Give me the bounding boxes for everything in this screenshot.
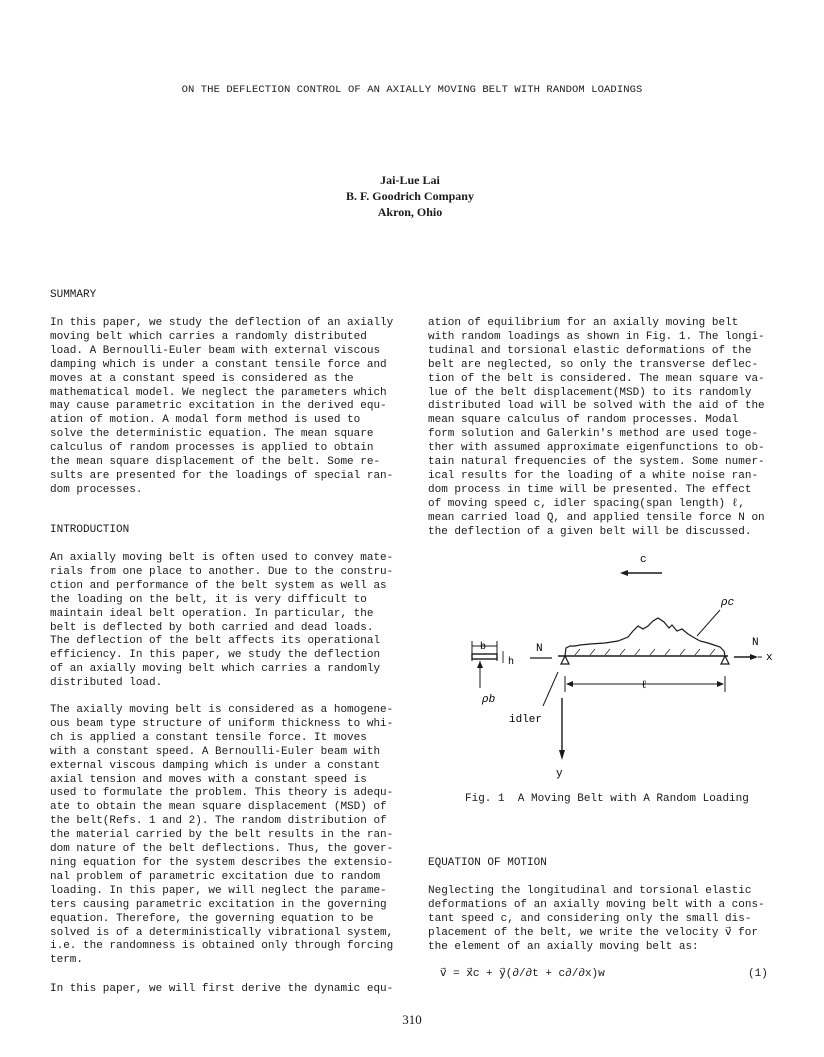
text-line: of an axially moving belt which carries a randomly	[50, 663, 381, 676]
cross-section	[472, 654, 497, 659]
text-line: i.e. the randomness is obtained only through forcing	[50, 940, 394, 953]
text-line: placement of the belt, we write the velocity v⃗ for	[428, 926, 758, 939]
text-line: ation of motion. A modal form method is used to	[50, 414, 361, 427]
text-line: moving belt which carries a randomly distributed	[50, 330, 367, 343]
text-line: Neglecting the longitudinal and torsional elastic	[428, 885, 752, 897]
text-line: ation of equilibrium for an axially moving belt	[428, 317, 739, 329]
density-leader-head	[477, 661, 483, 668]
height-label: h	[508, 657, 515, 668]
text-line: external viscous damping which is under a constant	[50, 759, 381, 772]
text-line: maintain ideal belt operation. In particular, the	[50, 607, 374, 620]
text-line: deformations of an axially moving belt with a cons-	[428, 898, 765, 911]
text-line: may cause parametric excitation in the derived equ-	[50, 400, 387, 413]
idler-leader	[543, 672, 558, 706]
text-line: An axially moving belt is often used to convey mate-	[50, 552, 394, 564]
carried-load-label: ρc	[721, 597, 735, 609]
text-line: distributed load will be solved with the aid of the	[428, 400, 765, 413]
text-line: nal problem of parametric excitation due to random	[50, 870, 381, 883]
page-number: 310	[402, 1012, 422, 1027]
equation-of-motion-heading: EQUATION OF MOTION	[428, 857, 547, 869]
text-line: dom process in time will be presented. The effect	[428, 483, 752, 496]
text-line: the belt(Refs. 1 and 2). The random distribution of	[50, 815, 387, 828]
text-line: tant speed c, and considering only the small dis-	[428, 912, 752, 925]
author-block	[300, 172, 520, 220]
author-location: Akron, Ohio	[377, 205, 443, 219]
intro-paragraph-2	[50, 704, 393, 968]
text-line: form solution and Galerkin's method are used toge-	[428, 428, 759, 441]
text-line: The axially moving belt is considered as a homogene-	[50, 704, 394, 716]
text-line: loading. In this paper, we will neglect the parame-	[50, 884, 387, 897]
summary-heading: SUMMARY	[50, 289, 97, 301]
text-line: mathematical model. We neglect the parameters which	[50, 386, 387, 399]
text-line: belt are neglected, so only the transverse deflec-	[428, 358, 759, 371]
speed-arrow-head	[620, 570, 628, 576]
text-line: ning equation for the system describes the extensio-	[50, 856, 394, 869]
text-line: rials from one place to another. Due to the constru-	[50, 565, 394, 578]
summary-paragraph	[50, 317, 393, 498]
intro-continuation-paragraph	[428, 317, 765, 540]
text-line: used to formulate the problem. This theory is adequ-	[50, 787, 394, 800]
text-line: ters causing parametric excitation in the governing	[50, 898, 387, 911]
text-line: with a constant speed. A Bernoulli-Euler beam with	[50, 745, 381, 758]
introduction-heading: INTRODUCTION	[50, 524, 130, 536]
text-line: ction and performance of the belt system as well as	[50, 579, 387, 592]
text-line: the material carried by the belt results in the ran-	[50, 829, 394, 842]
text-line: the deflection of a given belt will be discussed.	[428, 525, 752, 538]
text-line: ous beam type structure of uniform thickness to whi-	[50, 717, 394, 730]
text-line: sults are presented for the loadings of special ran-	[50, 469, 394, 482]
y-axis-arrow-head	[559, 750, 565, 760]
figure-caption: Fig. 1 A Moving Belt with A Random Loading	[465, 793, 749, 805]
text-line: the mean square displacement of the belt. Some re-	[50, 456, 381, 469]
span-length-label: ℓ	[641, 680, 648, 692]
text-line: solve the deterministic equation. The mean square	[50, 428, 374, 441]
author-affiliation: B. F. Goodrich Company	[346, 189, 474, 203]
tension-arrow-right-head	[750, 654, 758, 660]
text-line: belt is deflected by both carried and dead loads.	[50, 621, 374, 634]
text-line: solved is of a deterministically vibrational system,	[50, 926, 394, 939]
random-load-profile	[565, 618, 725, 656]
text-line: calculus of random processes is applied to obtain	[50, 442, 374, 455]
belt-diagram	[455, 550, 795, 815]
text-line: with random loadings as shown in Fig. 1. The longi-	[428, 330, 765, 343]
tension-label-left: N	[536, 643, 543, 655]
text-line: dom nature of the belt deflections. Thus, the gover-	[50, 843, 394, 856]
text-line: the element of an axially moving belt as:	[428, 940, 699, 953]
text-line: tudinal and torsional elastic deformations of the	[428, 344, 752, 357]
y-axis-label: y	[556, 768, 563, 780]
paper-title: ON THE DEFLECTION CONTROL OF AN AXIALLY MOVING BELT WITH RANDOM LOADINGS	[181, 84, 643, 96]
text-line: The deflection of the belt affects its operational	[50, 635, 381, 648]
left-idler-support	[561, 656, 569, 664]
right-idler-support	[721, 656, 729, 664]
text-line: distributed load.	[50, 677, 163, 690]
carried-load-leader	[697, 610, 720, 636]
text-line: the loading on the belt, it is very difficult to	[50, 593, 367, 606]
text-line: mean carried load Q, and applied tensile force N on	[428, 511, 765, 524]
equation-of-motion-paragraph	[428, 885, 765, 955]
text-line: equation. Therefore, the governing equation to be	[50, 912, 374, 925]
text-line: lue of the belt displacement(MSD) to its randomly	[428, 386, 752, 399]
equation-1-number: (1)	[748, 968, 768, 980]
intro-paragraph-3	[50, 983, 393, 997]
belt-hatching	[575, 649, 715, 655]
author-name: Jai-Lue Lai	[380, 173, 440, 187]
text-line: tain natural frequencies of the system. Some numer-	[428, 456, 765, 469]
speed-label: c	[640, 554, 647, 566]
text-line: tion of the belt is considered. The mean square va-	[428, 372, 765, 385]
text-line: In this paper, we will first derive the dynamic equ-	[50, 983, 394, 995]
width-label: b	[480, 642, 487, 653]
span-arrow-right	[717, 681, 724, 687]
x-axis-label: x	[766, 652, 773, 664]
text-line: load. A Bernoulli-Euler beam with external viscous	[50, 344, 381, 357]
text-line: ical results for the loading of a white noise ran-	[428, 469, 759, 482]
text-line: axial tension and moves with a constant speed is	[50, 773, 367, 786]
text-line: In this paper, we study the deflection of an axially	[50, 317, 394, 329]
text-line: term.	[50, 954, 84, 967]
span-arrow-left	[566, 681, 573, 687]
text-line: damping which is under a constant tensile force and	[50, 358, 387, 371]
text-line: ther with assumed approximate eigenfunctions to ob-	[428, 442, 765, 455]
text-line: ate to obtain the mean square displacement (MSD) of	[50, 801, 387, 814]
idler-label: idler	[509, 714, 543, 726]
equation-1: v⃗ = x⃗c + y⃗(∂/∂t + c∂/∂x)w	[440, 968, 605, 980]
intro-paragraph-1	[50, 552, 393, 691]
tension-label-right: N	[752, 637, 759, 649]
text-line: of moving speed c, idler spacing(span length) ℓ,	[428, 497, 745, 510]
text-line: mean square calculus of random processes. Modal	[428, 414, 739, 427]
text-line: dom processes.	[50, 483, 143, 496]
text-line: ch is applied a constant tensile force. It moves	[50, 731, 367, 744]
belt-density-label: ρb	[482, 694, 496, 706]
text-line: moves at a constant speed is considered as the	[50, 372, 354, 385]
text-line: efficiency. In this paper, we study the deflection	[50, 649, 381, 662]
